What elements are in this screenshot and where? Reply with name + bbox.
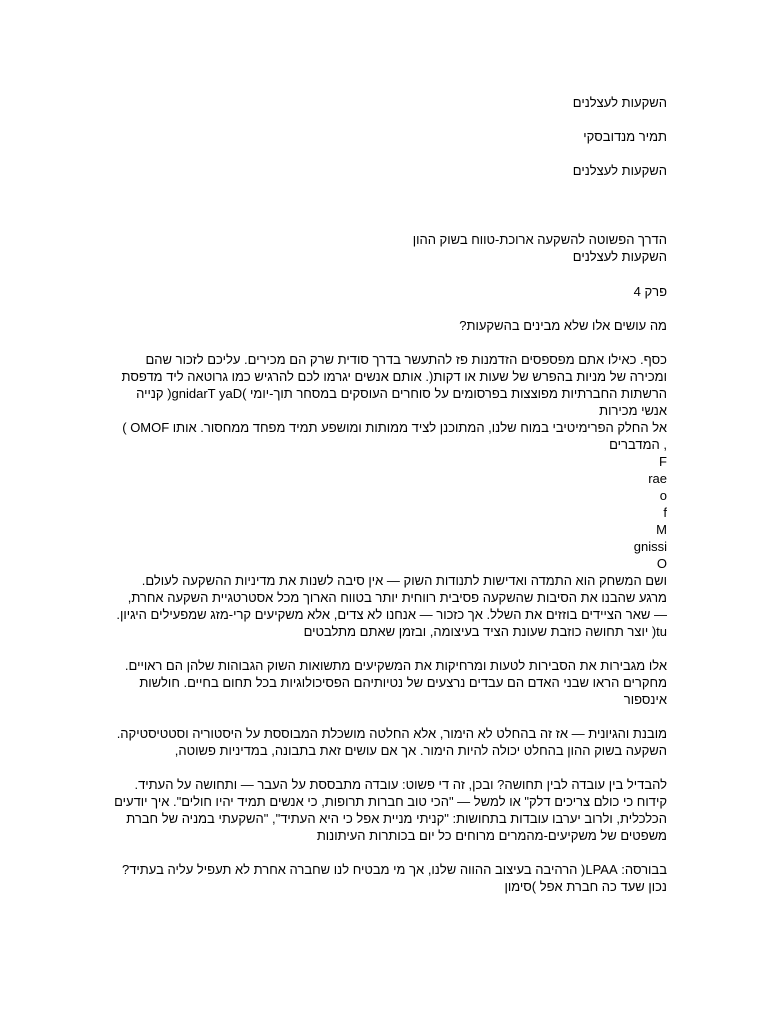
paragraph-line: אל החלק הפרימיטיבי במוח שלנו, המתוכנן לציד ממותות ומושפע תמיד מפחד ממחסור. אותו OMOF )	[122, 420, 667, 435]
document-series: השקעות לעצלנים	[572, 249, 667, 264]
paragraph-line: rae	[648, 471, 667, 486]
header-line	[97, 94, 667, 111]
paragraph-line: קידוח כי כולם צריכים דלק" או למשל — "הכי טוב חברות תרופות, כי אנשים תמיד יהיו חולים". איך יודעים	[114, 794, 667, 809]
paragraph-5	[97, 861, 667, 895]
paragraph-line: מחקרים הראו שבני האדם הם עבדים נרצעים של נטיותיהם הפסיכולוגיות בכל תחום בחיים. חולשות	[139, 675, 667, 690]
header-title: השקעות לעצלנים	[572, 95, 667, 110]
chapter-question	[97, 317, 667, 334]
paragraph-line: ושם המשחק הוא התמדה ואדישות לתנודות השוק — אין סיבה לשנות את מדיניות ההשקעה לעולם.	[141, 573, 667, 588]
document-subtitle: הדרך הפשוטה להשקעה ארוכת-טווח בשוק ההון	[412, 232, 667, 247]
chapter-heading	[97, 283, 667, 300]
author-name: תמיר מנדובסקי	[583, 129, 667, 144]
paragraph-line: כסף. כאילו אתם מפספסים הזדמנות פז להתעשר בדרך סודית שרק הם מכירים. עליכם לזכור שהם	[145, 352, 667, 367]
paragraph-line: gnissi	[633, 539, 667, 554]
paragraph-3	[97, 725, 667, 759]
paragraph-line: השקעה בשוק ההון בהחלט יכולה להיות הימור. אך אם עושים זאת בתבונה, במדיניות פשוטה,	[174, 743, 667, 758]
paragraph-2	[97, 657, 667, 708]
paragraph-4	[97, 776, 667, 844]
paragraph-line: נכון שעד כה חברת אפל )סימון	[504, 879, 667, 894]
paragraph-line: הכלכלית, ולרוב יערבו עובדות בתחושות: "קניתי מניית אפל כי היא העתיד", "השקעתי במניה של חברת	[126, 811, 667, 826]
paragraph-line: — שאר הציידים בוזזים את השלל. אך כזכור — אנחנו לא צדים, אלא משקיעים קרי-מזג שמפעילים היגיון.	[116, 607, 667, 622]
paragraph-line: f	[663, 505, 667, 520]
paragraph-line: להבדיל בין עובדה לבין תחושה? ובכן, זה די פשוט: עובדה מתבססת על העבר — ותחושה על העתיד.	[134, 777, 667, 792]
chapter-question-text: מה עושים אלו שלא מבינים בהשקעות?	[459, 318, 667, 333]
paragraph-line: O	[656, 556, 667, 571]
chapter-label: פרק 4	[633, 284, 667, 299]
paragraph-line: F	[659, 454, 667, 469]
paragraph-line: ומכירה של מניות בהפרש של שעות או דקות(. אותם אנשים יגרמו לכם להרגיש כמו גרוטאה ליד מדפסת	[121, 369, 667, 384]
paragraph-line: o	[659, 488, 667, 503]
paragraph-1	[97, 351, 667, 640]
paragraph-line: אלו מגבירות את הסבירות לטעות ומרחיקות את המשקיעים מתשואות השוק הגבוהות שלהן הם ראויים.	[124, 658, 667, 673]
paragraph-line: אנשי מכירות	[599, 403, 667, 418]
paragraph-line: , המדברים	[609, 437, 667, 452]
paragraph-line: משפטים של משקיעים-מהמרים מרוחים כל יום בכותרות העיתונות	[316, 828, 667, 843]
paragraph-line: אינספור	[623, 692, 667, 707]
paragraph-line: מרגע שהבנו את הסיבות שהשקעה פסיבית רווחית יותר בטווח הארוך מכל אסטרטגיית השקעה אחרת,	[127, 590, 667, 605]
header-line-repeat	[97, 162, 667, 179]
title-block	[97, 231, 667, 265]
paragraph-line: M	[656, 522, 667, 537]
paragraph-line: מובנת והגיונית — אז זה בהחלט לא הימור, אלא החלטה מושכלת המבוססת על היסטוריה וסטטיסטיקה.	[116, 726, 667, 741]
header-title-repeat: השקעות לעצלנים	[572, 163, 667, 178]
author-line	[97, 128, 667, 145]
paragraph-line: בבורסה: LPAA( הרהיבה בעיצוב ההווה שלנו, אך מי מבטיח לנו שחברה אחרת לא תעפיל עליה בעתיד?	[122, 862, 667, 877]
paragraph-line: tu( יוצר תחושה כוזבת שעונת הציד בעיצומה, ובזמן שאתם מתלבטים	[303, 624, 667, 639]
paragraph-line: הרשתות החברתיות מפוצצות בפרסומים על סוחרים העוסקים במסחר תוך-יומי )gnidarT yaD( קנייה	[136, 386, 667, 401]
